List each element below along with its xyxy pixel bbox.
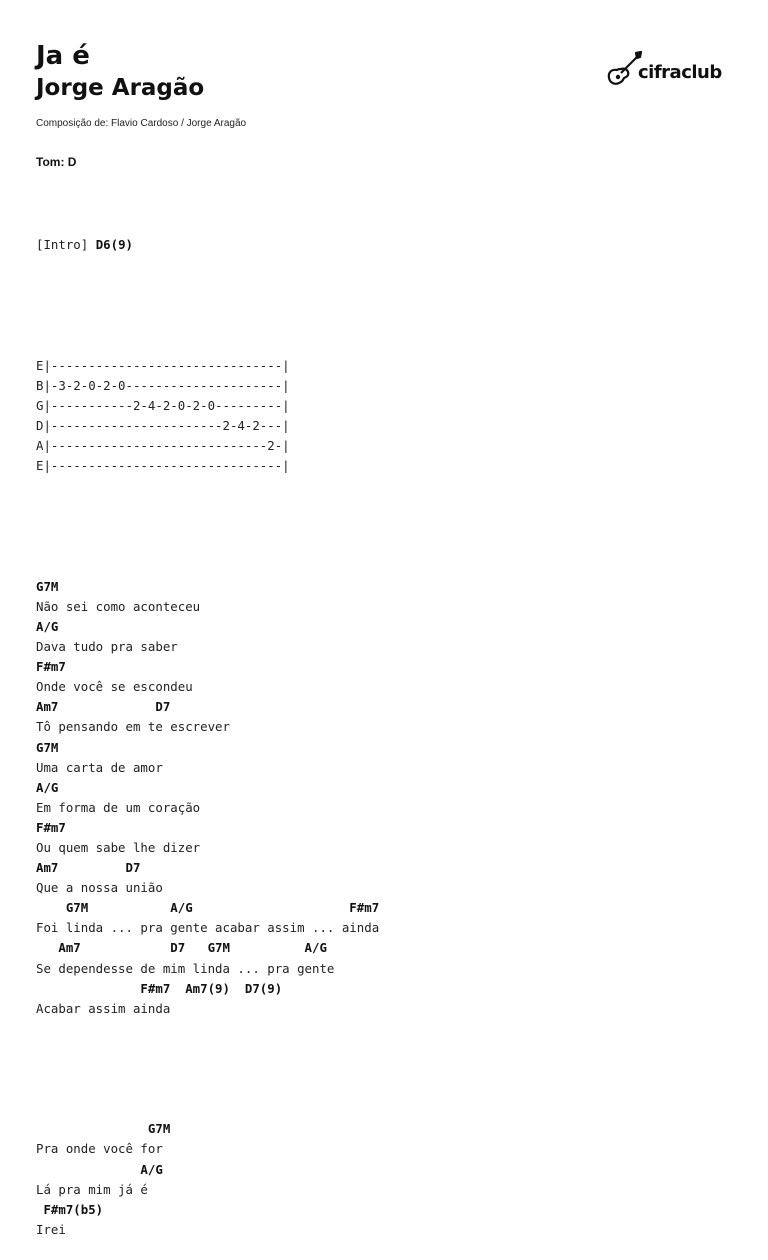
lyric-line: Irei — [36, 1221, 66, 1237]
lyric-line: Não sei como aconteceu — [36, 598, 201, 614]
chord-line[interactable]: Am7 D7 — [36, 699, 171, 715]
lyric-line: Se dependesse de mim linda ... pra gente — [36, 960, 335, 976]
blank-line — [36, 295, 379, 315]
lyric-line: Tô pensando em te escrever — [36, 719, 230, 735]
chord-line[interactable]: G7M — [36, 739, 59, 755]
chord-line[interactable]: G7M — [36, 578, 59, 594]
lyric-line: Lá pra mim já é — [36, 1181, 148, 1197]
lyric-line: Que a nossa união — [36, 880, 163, 896]
lyric-line: Foi linda ... pra gente acabar assim ... ainda — [36, 920, 380, 936]
tablature — [36, 356, 379, 477]
chord-line[interactable]: F#m7(b5) — [36, 1201, 104, 1217]
cifraclub-logo[interactable] — [606, 46, 720, 94]
tab-row: E|-------------------------------| — [36, 458, 290, 474]
chord-line[interactable]: G7M — [36, 1121, 171, 1137]
lyric-line: Em forma de um coração — [36, 799, 201, 815]
tab-row: G|-----------2-4-2-0-2-0---------| — [36, 397, 290, 413]
tab-row: B|-3-2-0-2-0---------------------| — [36, 377, 290, 393]
song-title: Ja é — [36, 41, 90, 71]
verse-2 — [36, 1119, 379, 1240]
chord-line[interactable]: A/G — [36, 618, 59, 634]
chord-line[interactable]: F#m7 — [36, 819, 66, 835]
guitar-icon — [606, 48, 642, 93]
chord-line[interactable]: Am7 D7 — [36, 860, 141, 876]
artist-name[interactable]: Jorge Aragão — [36, 75, 205, 101]
intro-chord[interactable]: D6(9) — [95, 237, 133, 253]
tab-row: E|-------------------------------| — [36, 357, 290, 373]
lyric-line: Uma carta de amor — [36, 759, 163, 775]
logo-text: cifraclub — [638, 61, 722, 83]
chord-sheet — [36, 195, 379, 1260]
intro-label: [Intro] — [36, 237, 96, 253]
chord-line[interactable]: Am7 D7 G7M A/G — [36, 940, 327, 956]
blank-line — [36, 1059, 379, 1079]
chord-line[interactable]: A/G — [36, 1161, 163, 1177]
song-key: Tom: D — [36, 155, 77, 169]
lyric-line: Dava tudo pra saber — [36, 639, 178, 655]
verse-1 — [36, 577, 379, 1019]
chord-line[interactable]: F#m7 — [36, 659, 66, 675]
chord-line[interactable]: G7M A/G F#m7 — [36, 900, 380, 916]
tab-row: D|-----------------------2-4-2---| — [36, 418, 290, 434]
chord-line[interactable]: A/G — [36, 779, 59, 795]
blank-line — [36, 517, 379, 537]
lyric-line: Onde você se escondeu — [36, 679, 193, 695]
lyric-line: Ou quem sabe lhe dizer — [36, 840, 201, 855]
intro-line — [36, 235, 379, 255]
chord-line[interactable]: F#m7 Am7(9) D7(9) — [36, 980, 283, 996]
composer-credit: Composição de: Flavio Cardoso / Jorge Aragão — [36, 118, 247, 129]
tab-row: A|-----------------------------2-| — [36, 438, 290, 454]
lyric-line: Pra onde você for — [36, 1141, 163, 1157]
lyric-line: Acabar assim ainda — [36, 1000, 171, 1016]
